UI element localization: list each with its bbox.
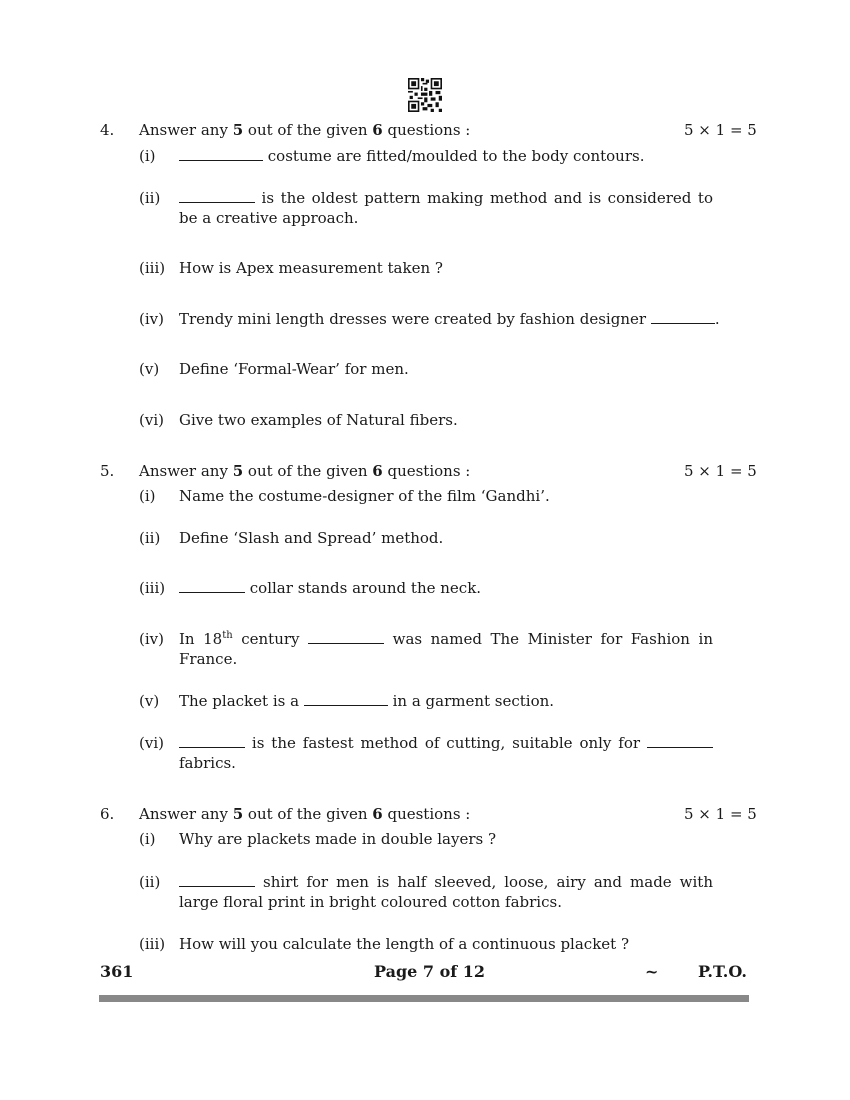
answer-blank bbox=[304, 693, 388, 706]
question-number: 5. bbox=[100, 462, 115, 480]
item-text: How is Apex measurement taken ? bbox=[179, 259, 443, 277]
answer-blank bbox=[179, 190, 255, 203]
answer-blank bbox=[308, 631, 384, 644]
item-text: shirt for men is half sleeved, loose, airy and made with bbox=[179, 873, 713, 891]
question-instruction: Answer any 5 out of the given 6 questions : bbox=[139, 805, 471, 823]
question-marks: 5 × 1 = 5 bbox=[684, 121, 757, 139]
page-number: Page 7 of 12 bbox=[374, 962, 485, 981]
item-text: Give two examples of Natural fibers. bbox=[179, 411, 458, 429]
question-marks: 5 × 1 = 5 bbox=[684, 805, 757, 823]
item-text-continued: be a creative approach. bbox=[179, 209, 359, 227]
item-text: Name the costume-designer of the film ‘Gandhi’. bbox=[179, 487, 550, 505]
item-text: Define ‘Formal-Wear’ for men. bbox=[179, 360, 409, 378]
qr-code-icon bbox=[408, 78, 442, 112]
answer-blank bbox=[647, 735, 713, 748]
item-label: (ii) bbox=[139, 189, 161, 207]
item-text: In 18th century was named The Minister for Fashion in bbox=[179, 630, 713, 648]
item-text: Why are plackets made in double layers ? bbox=[179, 830, 497, 848]
answer-blank bbox=[179, 148, 263, 161]
question-instruction: Answer any 5 out of the given 6 questions : bbox=[139, 462, 471, 480]
item-text: Trendy mini length dresses were created by fashion designer . bbox=[179, 310, 720, 328]
item-text: is the fastest method of cutting, suitable only for bbox=[179, 734, 713, 752]
answer-blank bbox=[179, 580, 245, 593]
item-text-continued: France. bbox=[179, 650, 238, 668]
item-label: (vi) bbox=[139, 734, 164, 752]
answer-blank bbox=[179, 874, 255, 887]
item-text-continued: fabrics. bbox=[179, 754, 236, 772]
question-instruction: Answer any 5 out of the given 6 questions : bbox=[139, 121, 471, 139]
item-label: (vi) bbox=[139, 411, 164, 429]
item-text: The placket is a in a garment section. bbox=[179, 692, 555, 710]
pto-label: P.T.O. bbox=[698, 962, 747, 981]
item-label: (i) bbox=[139, 147, 156, 165]
question-marks: 5 × 1 = 5 bbox=[684, 462, 757, 480]
item-text-continued: large floral print in bright coloured cotton fabrics. bbox=[179, 893, 562, 911]
item-text: costume are fitted/moulded to the body contours. bbox=[179, 147, 644, 165]
answer-blank bbox=[179, 735, 245, 748]
item-label: (ii) bbox=[139, 873, 161, 891]
question-number: 6. bbox=[100, 805, 115, 823]
item-label: (ii) bbox=[139, 529, 161, 547]
item-label: (iv) bbox=[139, 310, 164, 328]
item-label: (iii) bbox=[139, 579, 166, 597]
item-label: (i) bbox=[139, 830, 156, 848]
item-label: (iii) bbox=[139, 259, 166, 277]
item-text: Define ‘Slash and Spread’ method. bbox=[179, 529, 444, 547]
item-label: (iii) bbox=[139, 935, 166, 953]
paper-code: 361 bbox=[100, 962, 134, 981]
item-text: is the oldest pattern making method and is considered to bbox=[179, 189, 713, 207]
item-text: How will you calculate the length of a continuous placket ? bbox=[179, 935, 629, 953]
item-label: (v) bbox=[139, 360, 160, 378]
question-number: 4. bbox=[100, 121, 115, 139]
item-label: (iv) bbox=[139, 630, 164, 648]
footer-tilde: ~ bbox=[645, 962, 659, 981]
item-label: (v) bbox=[139, 692, 160, 710]
footer-divider bbox=[99, 995, 749, 1002]
answer-blank bbox=[651, 311, 715, 324]
item-label: (i) bbox=[139, 487, 156, 505]
item-text: collar stands around the neck. bbox=[179, 579, 481, 597]
